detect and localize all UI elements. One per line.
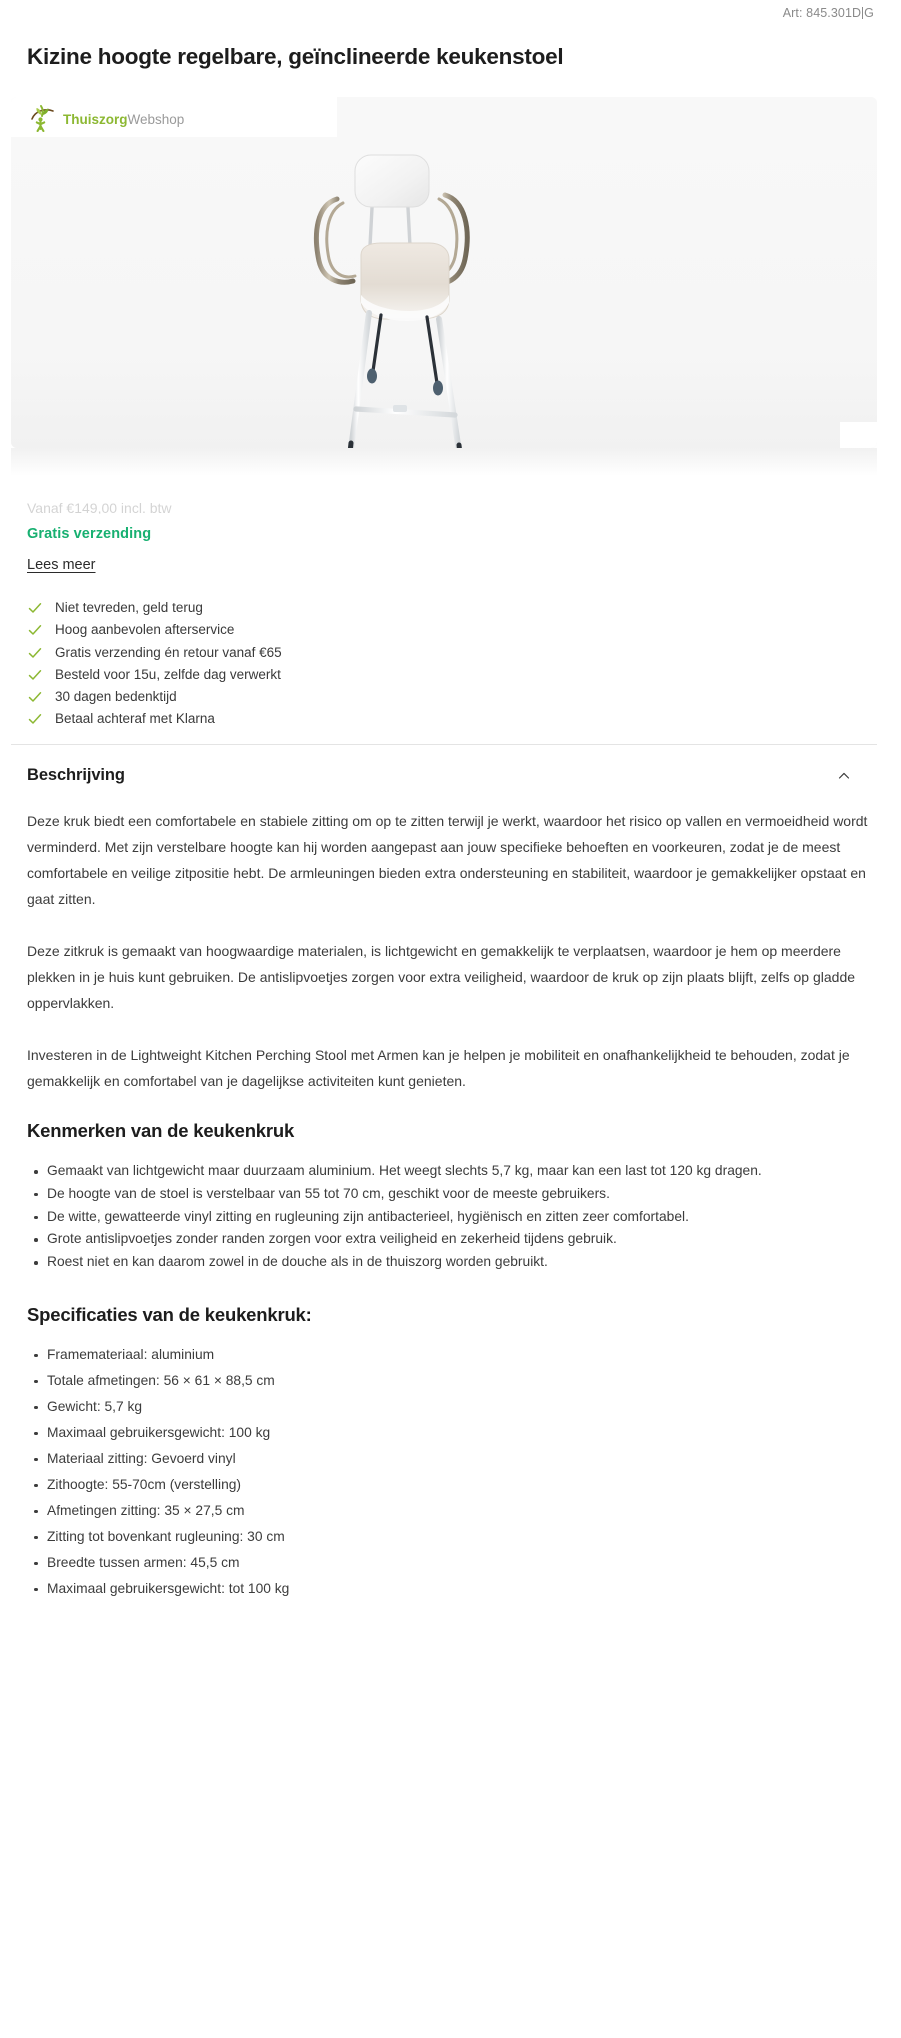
list-item (27, 687, 507, 709)
usp-label: Hoog aanbevolen afterservice (55, 622, 235, 638)
list-item: Zitting tot bovenkant rugleuning: 30 cm (47, 1526, 869, 1549)
usp-label: Besteld voor 15u, zelfde dag verwerkt (55, 666, 281, 682)
check-icon (27, 711, 43, 727)
usp-label: Niet tevreden, geld terug (55, 600, 203, 615)
usp-label: Gratis verzending én retour vanaf €65 (55, 644, 282, 660)
check-icon (27, 645, 43, 661)
features-list (27, 1160, 869, 1274)
check-icon (27, 667, 43, 683)
list-item: Totale afmetingen: 56 × 61 × 88,5 cm (47, 1370, 869, 1393)
specifications-list (27, 1344, 869, 1601)
product-image[interactable] (269, 133, 549, 448)
chevron-up-icon[interactable] (837, 769, 851, 783)
article-value: 845.301D (806, 6, 862, 20)
list-item: De hoogte van de stoel is verstelbaar van 55 tot 70 cm, geschikt voor de meeste gebruikers. (47, 1183, 869, 1206)
brand-name-part2: Webshop (127, 112, 185, 128)
article-number (783, 6, 874, 20)
features-heading: Kenmerken van de keukenkruk (27, 1120, 295, 1141)
article-prefix: Art: (782, 6, 803, 20)
list-item: Afmetingen zitting: 35 × 27,5 cm (47, 1500, 869, 1523)
list-item (27, 665, 507, 687)
specifications-heading: Specificaties van de keukenkruk: (27, 1303, 312, 1325)
page-title: Kizine hoogte regelbare, geïnclineerde keukenstoel (27, 44, 564, 70)
product-gallery[interactable] (11, 97, 877, 448)
list-item (27, 709, 507, 731)
check-icon (27, 689, 43, 705)
description-paragraph: Investeren in de Lightweight Kitchen Perching Stool met Armen kan je helpen je mobiliteit en onafhankelijkheid te behouden, zodat je gemakkelijk en comfortabel van je dagelijkse activiteiten kunt genieten. (27, 1047, 850, 1089)
section-divider (11, 744, 877, 745)
list-item: Gewicht: 5,7 kg (47, 1396, 869, 1419)
brand-logo[interactable] (11, 97, 337, 137)
description-body (27, 808, 869, 1623)
list-item: Maximaal gebruikersgewicht: tot 100 kg (47, 1578, 869, 1601)
list-item (27, 598, 507, 620)
free-shipping-label: Gratis verzending (27, 526, 152, 542)
description-paragraph: Deze kruk biedt een comfortabele en stabiele zitting om op te zitten terwijl je werkt, waardoor het risico op vallen en vermoeidheid wordt verminderd. Met zijn verstelbare hoogte kan hij worden aangepast aan jouw specifieke behoeften en voorkeuren, zodat je de meest comfortabele en veilige zitpositie hebt. De armleuningen bieden extra ondersteuning en stabiliteit, waardoor je gemakkelijker opstaat en gaat zitten. (27, 813, 868, 907)
brand-name-part1: Thuiszorg (63, 112, 128, 128)
list-item: Framemateriaal: aluminium (47, 1344, 869, 1367)
list-item: Roest niet en kan daarom zowel in de douche als in de thuiszorg worden gebruikt. (47, 1251, 869, 1274)
list-item: Materiaal zitting: Gevoerd vinyl (47, 1448, 869, 1471)
list-item (27, 643, 507, 665)
sprout-person-icon (28, 102, 62, 132)
list-item: Gemaakt van lichtgewicht maar duurzaam aluminium. Het weegt slechts 5,7 kg, maar kan een last tot 120 kg dragen. (47, 1160, 869, 1183)
list-item: De witte, gewatteerde vinyl zitting en rugleuning zijn antibacterieel, hygiënisch en zitten zeer comfortabel. (47, 1206, 869, 1229)
article-suffix: G (864, 6, 874, 20)
gallery-fade (11, 448, 877, 476)
usp-list (27, 598, 507, 732)
list-item: Breedte tussen armen: 45,5 cm (47, 1552, 869, 1575)
list-item (27, 620, 507, 642)
check-icon (27, 600, 43, 616)
read-more-link[interactable]: Lees meer (27, 557, 96, 573)
list-item: Grote antislipvoetjes zonder randen zorgen voor extra veiligheid en zekerheid tijdens gebruik. (47, 1228, 869, 1251)
list-item: Maximaal gebruikersgewicht: 100 kg (47, 1422, 869, 1445)
brand-name (63, 113, 184, 127)
gallery-corner-swatch (840, 422, 877, 448)
accordion-title: Beschrijving (27, 766, 125, 784)
list-item: Zithoogte: 55-70cm (verstelling) (47, 1474, 869, 1497)
accordion-header-beschrijving[interactable] (27, 766, 867, 792)
usp-label: 30 dagen bedenktijd (55, 689, 177, 705)
description-paragraph: Deze zitkruk is gemaakt van hoogwaardige materialen, is lichtgewicht en gemakkelijk te verplaatsen, waardoor je hem op meerdere plekken in je huis kunt gebruiken. De antislipvoetjes zorgen voor extra veiligheid, waardoor de kruk op zijn plaats blijft, zelfs op gladde oppervlakken. (27, 943, 856, 1011)
price-text: Vanaf €149,00 incl. btw (27, 500, 172, 514)
usp-label: Betaal achteraf met Klarna (55, 711, 215, 727)
check-icon (27, 622, 43, 638)
